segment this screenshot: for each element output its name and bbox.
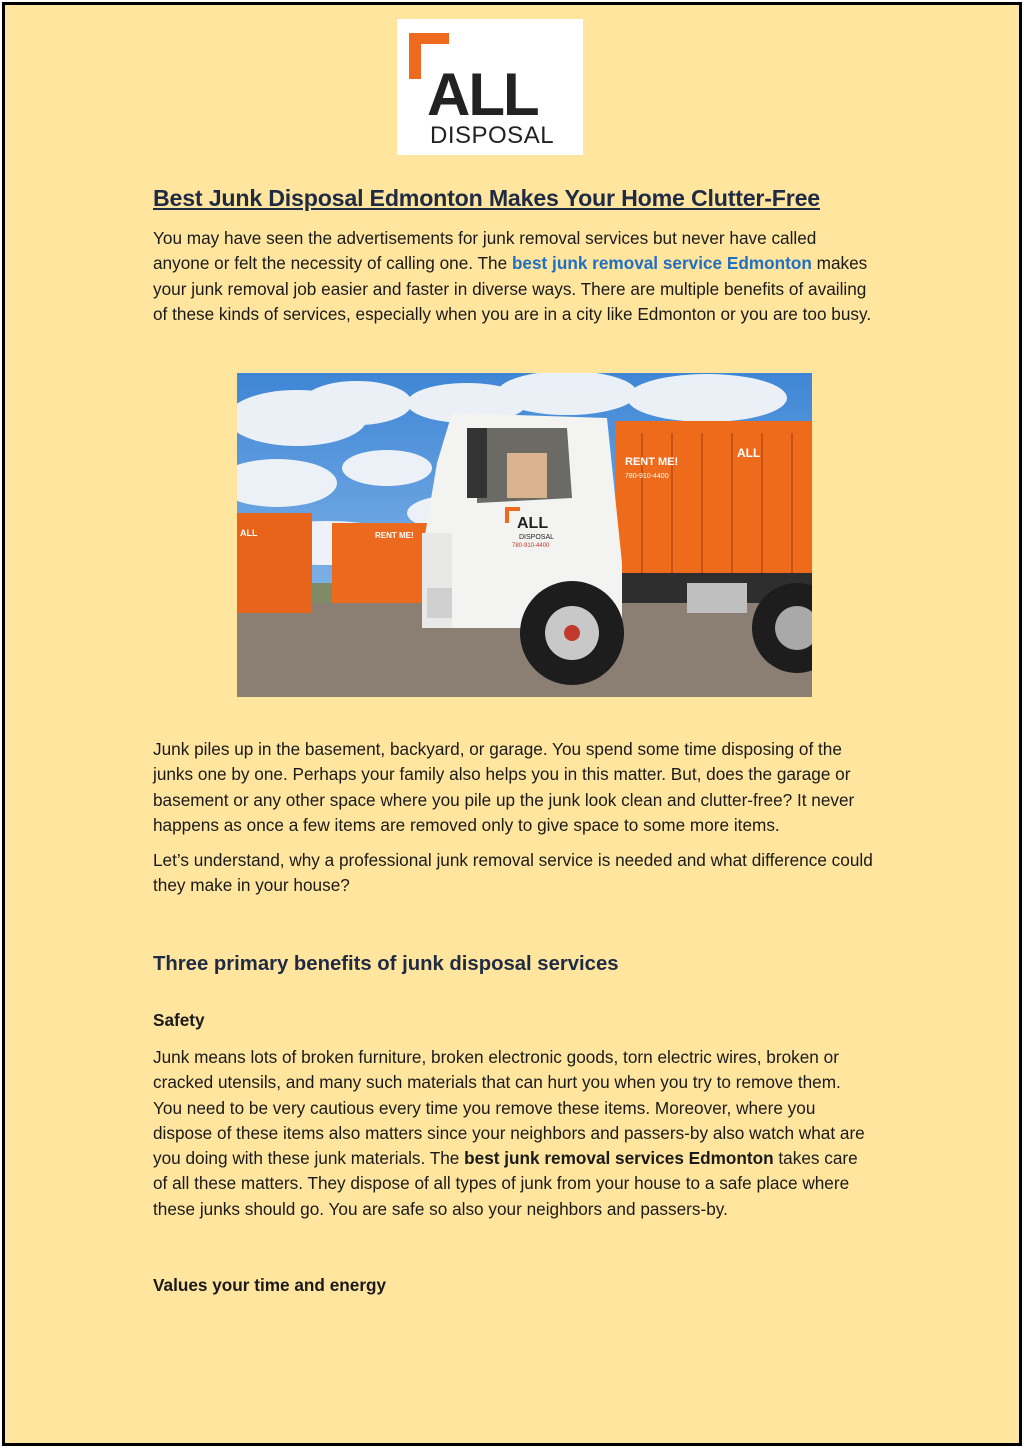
best-junk-removal-link[interactable]: best junk removal service Edmonton bbox=[511, 253, 812, 274]
values-heading: Values your time and energy bbox=[153, 1275, 387, 1295]
svg-text:DISPOSAL: DISPOSAL bbox=[519, 534, 555, 541]
intro-text-pre: You may have seen the advertisements for junk removal services but never have called anyone or felt the necessity of calling one. The bbox=[153, 228, 817, 274]
svg-text:780-910-4400: 780-910-4400 bbox=[625, 473, 669, 480]
safety-text-pre: Junk means lots of broken furniture, broken electronic goods, torn electric wires, broken or cracked utensils, and many such materials that can hurt you when you try to remove them. You need to be very cautious every time you remove these items. Moreover, where you dispose of these items also matters since your neighbors and passers-by also watch what are you doing with these junk materials. The bbox=[153, 1047, 865, 1169]
safety-text-post: takes care of all these matters. They dispose of all types of junk from your house to a safe place where these junks should go. You are safe so also your neighbors and passers-by. bbox=[153, 1148, 858, 1219]
page-title: Best Junk Disposal Edmonton Makes Your Home Clutter-Free bbox=[153, 185, 820, 211]
safety-paragraph bbox=[153, 1045, 873, 1222]
intro-text-post: makes your junk removal job easier and faster in diverse ways. There are multiple benefits of availing of these kinds of services, especially when you are in a city like Edmonton or you are too busy. bbox=[153, 253, 872, 324]
safety-bold-text: best junk removal services Edmonton bbox=[464, 1148, 774, 1169]
intro-paragraph bbox=[153, 226, 873, 327]
safety-section bbox=[153, 1045, 873, 1232]
truck-photo bbox=[237, 373, 812, 697]
paragraph-junk-piles: Junk piles up in the basement, backyard, or garage. You spend some time disposing of the junks one by one. Perhaps your family also helps you in this matter. But, does the garage or basement or any other space where you pile up the junk look clean and clutter-free? It never happens as once a few items are removed only to give space to some more items. bbox=[153, 739, 855, 835]
all-disposal-logo bbox=[397, 19, 583, 155]
paragraph-understand: Let’s understand, why a professional junk removal service is needed and what difference could they make in your house? bbox=[153, 850, 873, 896]
svg-text:780-910-4400: 780-910-4400 bbox=[512, 543, 550, 549]
body-section-1 bbox=[153, 737, 873, 909]
svg-text:RENT ME!: RENT ME! bbox=[625, 456, 679, 468]
truck-container bbox=[615, 421, 812, 581]
svg-text:ALL: ALL bbox=[240, 528, 258, 538]
svg-text:ALL: ALL bbox=[737, 446, 761, 460]
benefits-heading: Three primary benefits of junk disposal services bbox=[153, 953, 619, 975]
logo-line2: DISPOSAL bbox=[430, 122, 555, 149]
safety-heading: Safety bbox=[153, 1010, 205, 1030]
svg-text:RENT ME!: RENT ME! bbox=[375, 531, 414, 540]
intro-section bbox=[153, 182, 873, 327]
logo-line1: ALL bbox=[427, 61, 538, 128]
svg-text:ALL: ALL bbox=[517, 515, 549, 532]
